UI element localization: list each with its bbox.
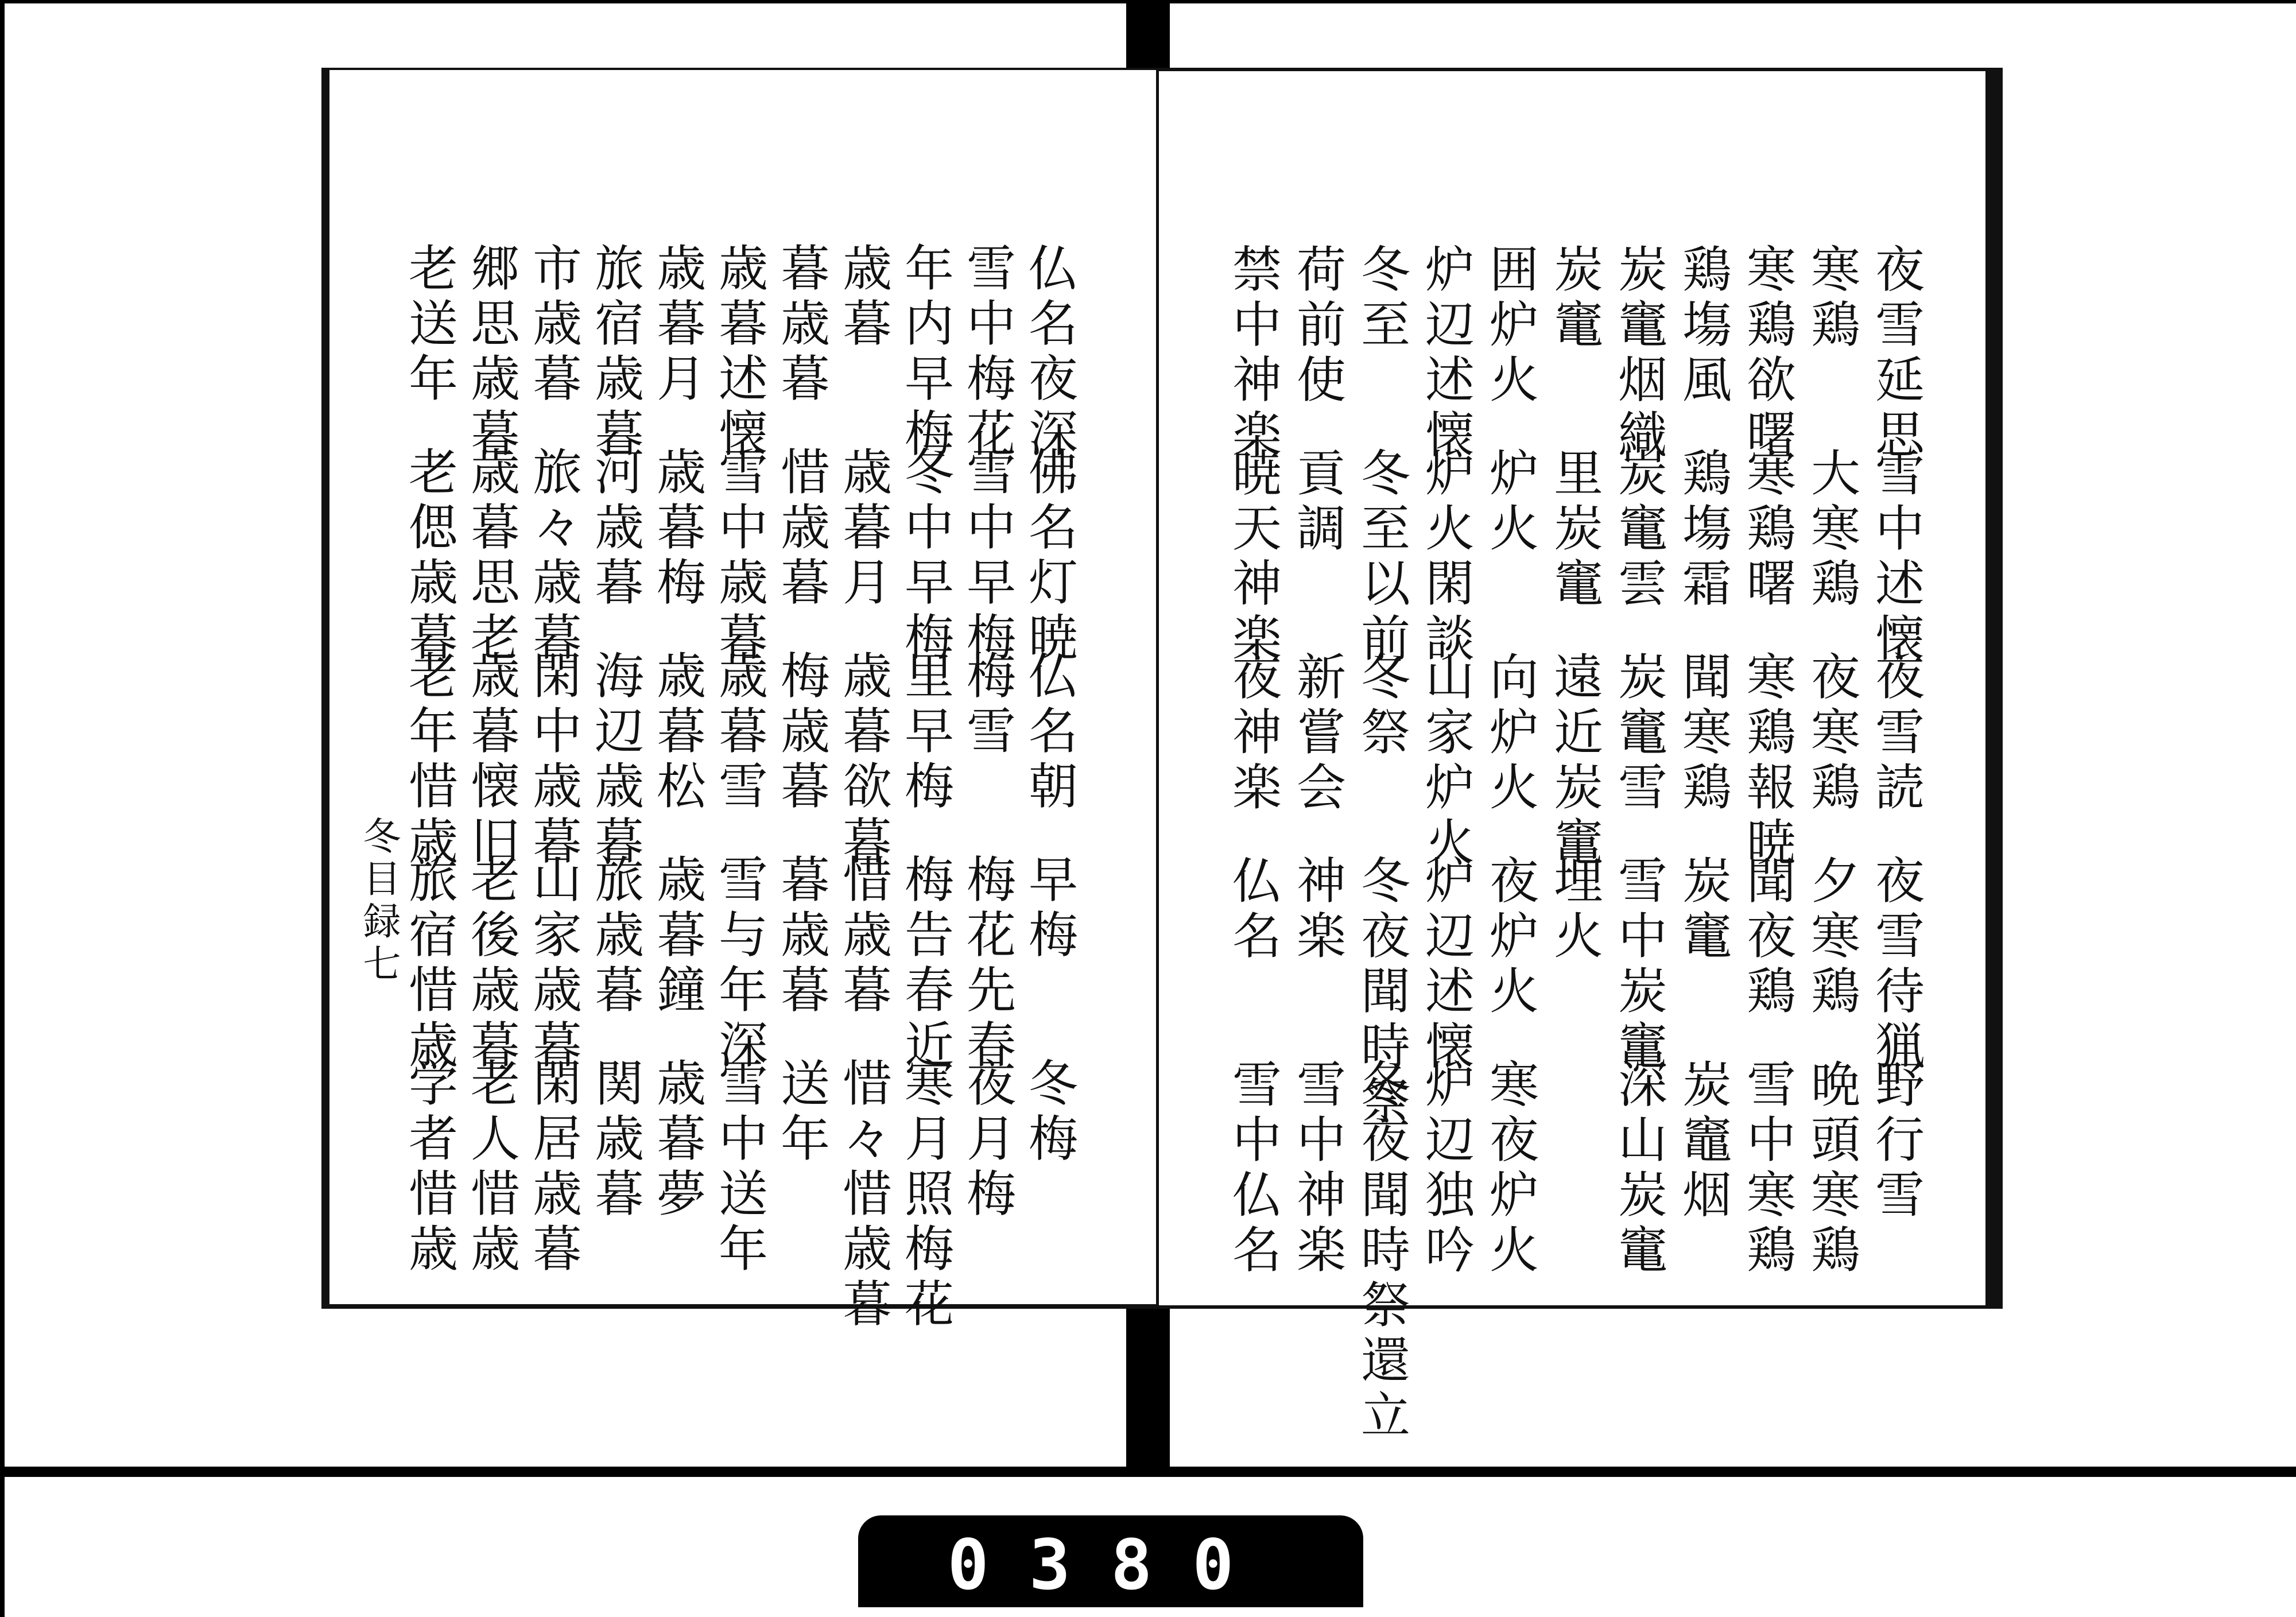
text-column <box>1286 71 1355 1279</box>
index-entry: 深山炭竃 <box>1609 1058 1667 1279</box>
index-entry: 歳暮月 <box>834 446 891 611</box>
index-entry: 炭竃烟織 <box>1609 243 1667 464</box>
index-entry: 晩頭寒鶏 <box>1802 1058 1860 1279</box>
index-entry: 旅宿惜歳 <box>400 854 457 1074</box>
index-entry: 夜炉火 <box>1481 855 1538 1020</box>
text-column <box>1415 71 1484 1279</box>
index-entry: 老偲歳暮 <box>400 446 457 666</box>
index-entry: 雪中歳暮 <box>710 446 767 666</box>
index-entry: 梅雪 <box>958 650 1015 760</box>
index-entry: 聞夜鶏 <box>1738 855 1795 1020</box>
index-entry: 早梅 <box>1020 854 1077 964</box>
index-entry: 老後歳暮 <box>462 854 519 1074</box>
index-entry: 梅花先春 <box>958 854 1015 1074</box>
right-page <box>1157 68 2003 1444</box>
index-entry: 夕寒鶏 <box>1802 855 1860 1020</box>
index-entry: 海辺歳暮 <box>586 650 643 870</box>
index-entry: 山家歳暮 <box>524 854 581 1074</box>
index-entry: 歳暮松 <box>648 650 705 815</box>
index-entry: 夜月梅 <box>958 1057 1015 1223</box>
index-entry: 老送年 <box>400 242 457 408</box>
page-footer-label: 冬目録七 <box>356 816 401 986</box>
text-column <box>956 70 1025 1223</box>
index-entry: 遠近炭竃 <box>1545 651 1603 871</box>
index-entry: 炉火閑談 <box>1417 447 1474 668</box>
index-entry: 夜雪読 <box>1867 651 1924 816</box>
frame-number: 0380 <box>947 1526 1274 1606</box>
index-entry: 旅宿歳暮 <box>586 242 643 463</box>
index-entry: 炭竃 <box>1545 243 1603 354</box>
text-column <box>1018 70 1087 1168</box>
index-entry: 山家炉火 <box>1417 651 1474 871</box>
index-entry: 暮歳暮 <box>772 242 829 408</box>
index-entry: 雪中述懐 <box>1867 447 1924 668</box>
index-entry: 河歳暮 <box>586 446 643 611</box>
index-entry: 雪中神楽 <box>1288 1058 1345 1279</box>
index-entry: 送年 <box>772 1057 829 1168</box>
index-entry: 鶏塲風 <box>1674 243 1731 409</box>
index-entry: 炭竈烟 <box>1674 1058 1731 1224</box>
index-entry: 野行雪 <box>1867 1058 1924 1224</box>
index-entry: 佛名灯暁 <box>1020 446 1077 666</box>
index-entry: 閑中歳暮 <box>524 650 581 870</box>
index-entry: 炭竃 <box>1674 855 1731 965</box>
index-entry: 歳暮雪 <box>710 650 767 815</box>
index-entry: 郷思歳暮 <box>462 242 519 463</box>
index-entry: 夜神楽 <box>1224 651 1281 816</box>
index-entry: 梅告春近 <box>896 854 953 1074</box>
index-entry: 埋火 <box>1545 855 1603 965</box>
index-entry: 寒鶏欲曙 <box>1738 243 1795 464</box>
text-column <box>1479 71 1548 1279</box>
index-entry: 夜寒鶏 <box>1802 651 1860 816</box>
index-entry: 囲炉火 <box>1481 243 1538 409</box>
text-column <box>1222 71 1291 1279</box>
index-entry: 惜々惜歳暮 <box>834 1057 891 1333</box>
index-entry: 冬祭 <box>1352 651 1410 761</box>
index-entry: 関歳暮 <box>586 1057 643 1223</box>
index-entry: 歳暮月 <box>648 242 705 408</box>
index-entry: 歳暮 <box>834 242 891 352</box>
text-column <box>1865 71 1934 1224</box>
index-entry: 聞寒鶏 <box>1674 651 1731 816</box>
index-entry: 夜雪待猟 <box>1867 855 1924 1075</box>
index-entry: 寒月照梅花 <box>896 1057 953 1333</box>
index-entry: 雪与年深 <box>710 854 767 1074</box>
index-entry: 歳暮鐘 <box>648 854 705 1019</box>
index-entry: 炭竃雪 <box>1609 651 1667 816</box>
index-entry: 惜歳暮 <box>772 446 829 611</box>
text-column <box>708 70 777 1278</box>
index-entry: 梅歳暮 <box>772 650 829 815</box>
index-entry: 歳暮懐旧 <box>462 650 519 870</box>
left-page <box>321 68 1158 1333</box>
index-entry: 暁天神楽 <box>1224 447 1281 668</box>
index-entry: 炉辺独吟 <box>1417 1058 1474 1279</box>
text-column <box>646 70 715 1223</box>
index-entry: 貢調 <box>1288 447 1345 557</box>
index-entry: 冬中早梅 <box>896 446 953 666</box>
index-entry: 炭竃雲 <box>1609 447 1667 612</box>
index-entry: 寒夜炉火 <box>1481 1058 1538 1279</box>
index-entry: 炉辺述懐 <box>1417 243 1474 464</box>
index-entry: 禁中神楽 <box>1224 243 1281 464</box>
index-entry: 寒鶏曙 <box>1738 447 1795 612</box>
index-entry: 雪中早梅 <box>958 446 1015 666</box>
index-entry: 旅歳暮 <box>586 854 643 1019</box>
index-entry: 暮歳暮 <box>772 854 829 1019</box>
index-entry: 旅々歳暮 <box>524 446 581 666</box>
index-entry: 歳暮思老 <box>462 446 519 666</box>
text-column <box>1736 71 1805 1279</box>
index-entry: 仏名夜深 <box>1020 242 1077 463</box>
index-entry: 里炭竃 <box>1545 447 1603 612</box>
text-column <box>770 70 839 1168</box>
index-entry: 冬至 <box>1352 243 1410 354</box>
text-column <box>584 70 653 1223</box>
index-entry: 雪中送年 <box>710 1057 767 1278</box>
text-column <box>1801 71 1870 1279</box>
index-entry: 寒鶏 <box>1802 243 1860 354</box>
index-entry: 神楽 <box>1288 855 1345 965</box>
index-entry: 仏名朝 <box>1020 650 1077 815</box>
index-entry: 雪中仏名 <box>1224 1058 1281 1279</box>
index-entry: 仏名 <box>1224 855 1281 965</box>
text-column <box>522 70 591 1278</box>
index-entry: 市歳暮 <box>524 242 581 408</box>
index-entry: 炉辺述懐 <box>1417 855 1474 1075</box>
index-entry: 年内早梅 <box>896 242 953 463</box>
index-entry: 向炉火 <box>1481 651 1538 816</box>
index-entry: 歳暮述懐 <box>710 242 767 463</box>
scan-left-edge <box>0 0 5 1617</box>
index-entry: 荷前使 <box>1288 243 1345 409</box>
text-column <box>1351 71 1420 1444</box>
index-entry: 寒鶏報暁 <box>1738 651 1795 871</box>
index-entry: 雪中梅花 <box>958 242 1015 463</box>
book-gutter-bottom <box>1126 1297 1170 1469</box>
scan-bottom-edge <box>0 1467 2296 1477</box>
index-entry: 歳暮欲暮 <box>834 650 891 870</box>
index-entry: 新嘗会 <box>1288 651 1345 816</box>
index-entry: 雪中寒鶏 <box>1738 1058 1795 1279</box>
index-entry: 学者惜歳 <box>400 1057 457 1278</box>
text-column <box>894 70 963 1333</box>
text-column <box>832 70 901 1333</box>
index-entry: 冬至以前 <box>1352 447 1410 668</box>
index-entry: 閑居歳暮 <box>524 1057 581 1278</box>
index-entry: 冬夜聞時祭 <box>1352 855 1410 1130</box>
text-column <box>1608 71 1677 1279</box>
index-entry: 歳暮梅 <box>648 446 705 611</box>
index-entry: 里早梅 <box>896 650 953 815</box>
text-column <box>1672 71 1741 1224</box>
text-column <box>460 70 529 1278</box>
index-entry: 老人惜歳 <box>462 1057 519 1278</box>
index-entry: 冬夜聞時祭還立 <box>1352 1058 1410 1444</box>
index-entry: 夜雪延思 <box>1867 243 1924 464</box>
index-entry: 老年惜歳 <box>400 650 457 870</box>
frame-number-stamp <box>858 1515 1363 1607</box>
text-column <box>1543 71 1612 1104</box>
index-entry: 鶏塲霜 <box>1674 447 1731 612</box>
index-entry: 炉火 <box>1481 447 1538 557</box>
index-entry: 大寒鶏 <box>1802 447 1860 612</box>
index-entry: 冬梅 <box>1020 1057 1077 1168</box>
text-column <box>398 70 467 1278</box>
index-entry: 惜歳暮 <box>834 854 891 1019</box>
index-entry: 雪中炭竃 <box>1609 855 1667 1075</box>
index-entry: 歳暮夢 <box>648 1057 705 1223</box>
